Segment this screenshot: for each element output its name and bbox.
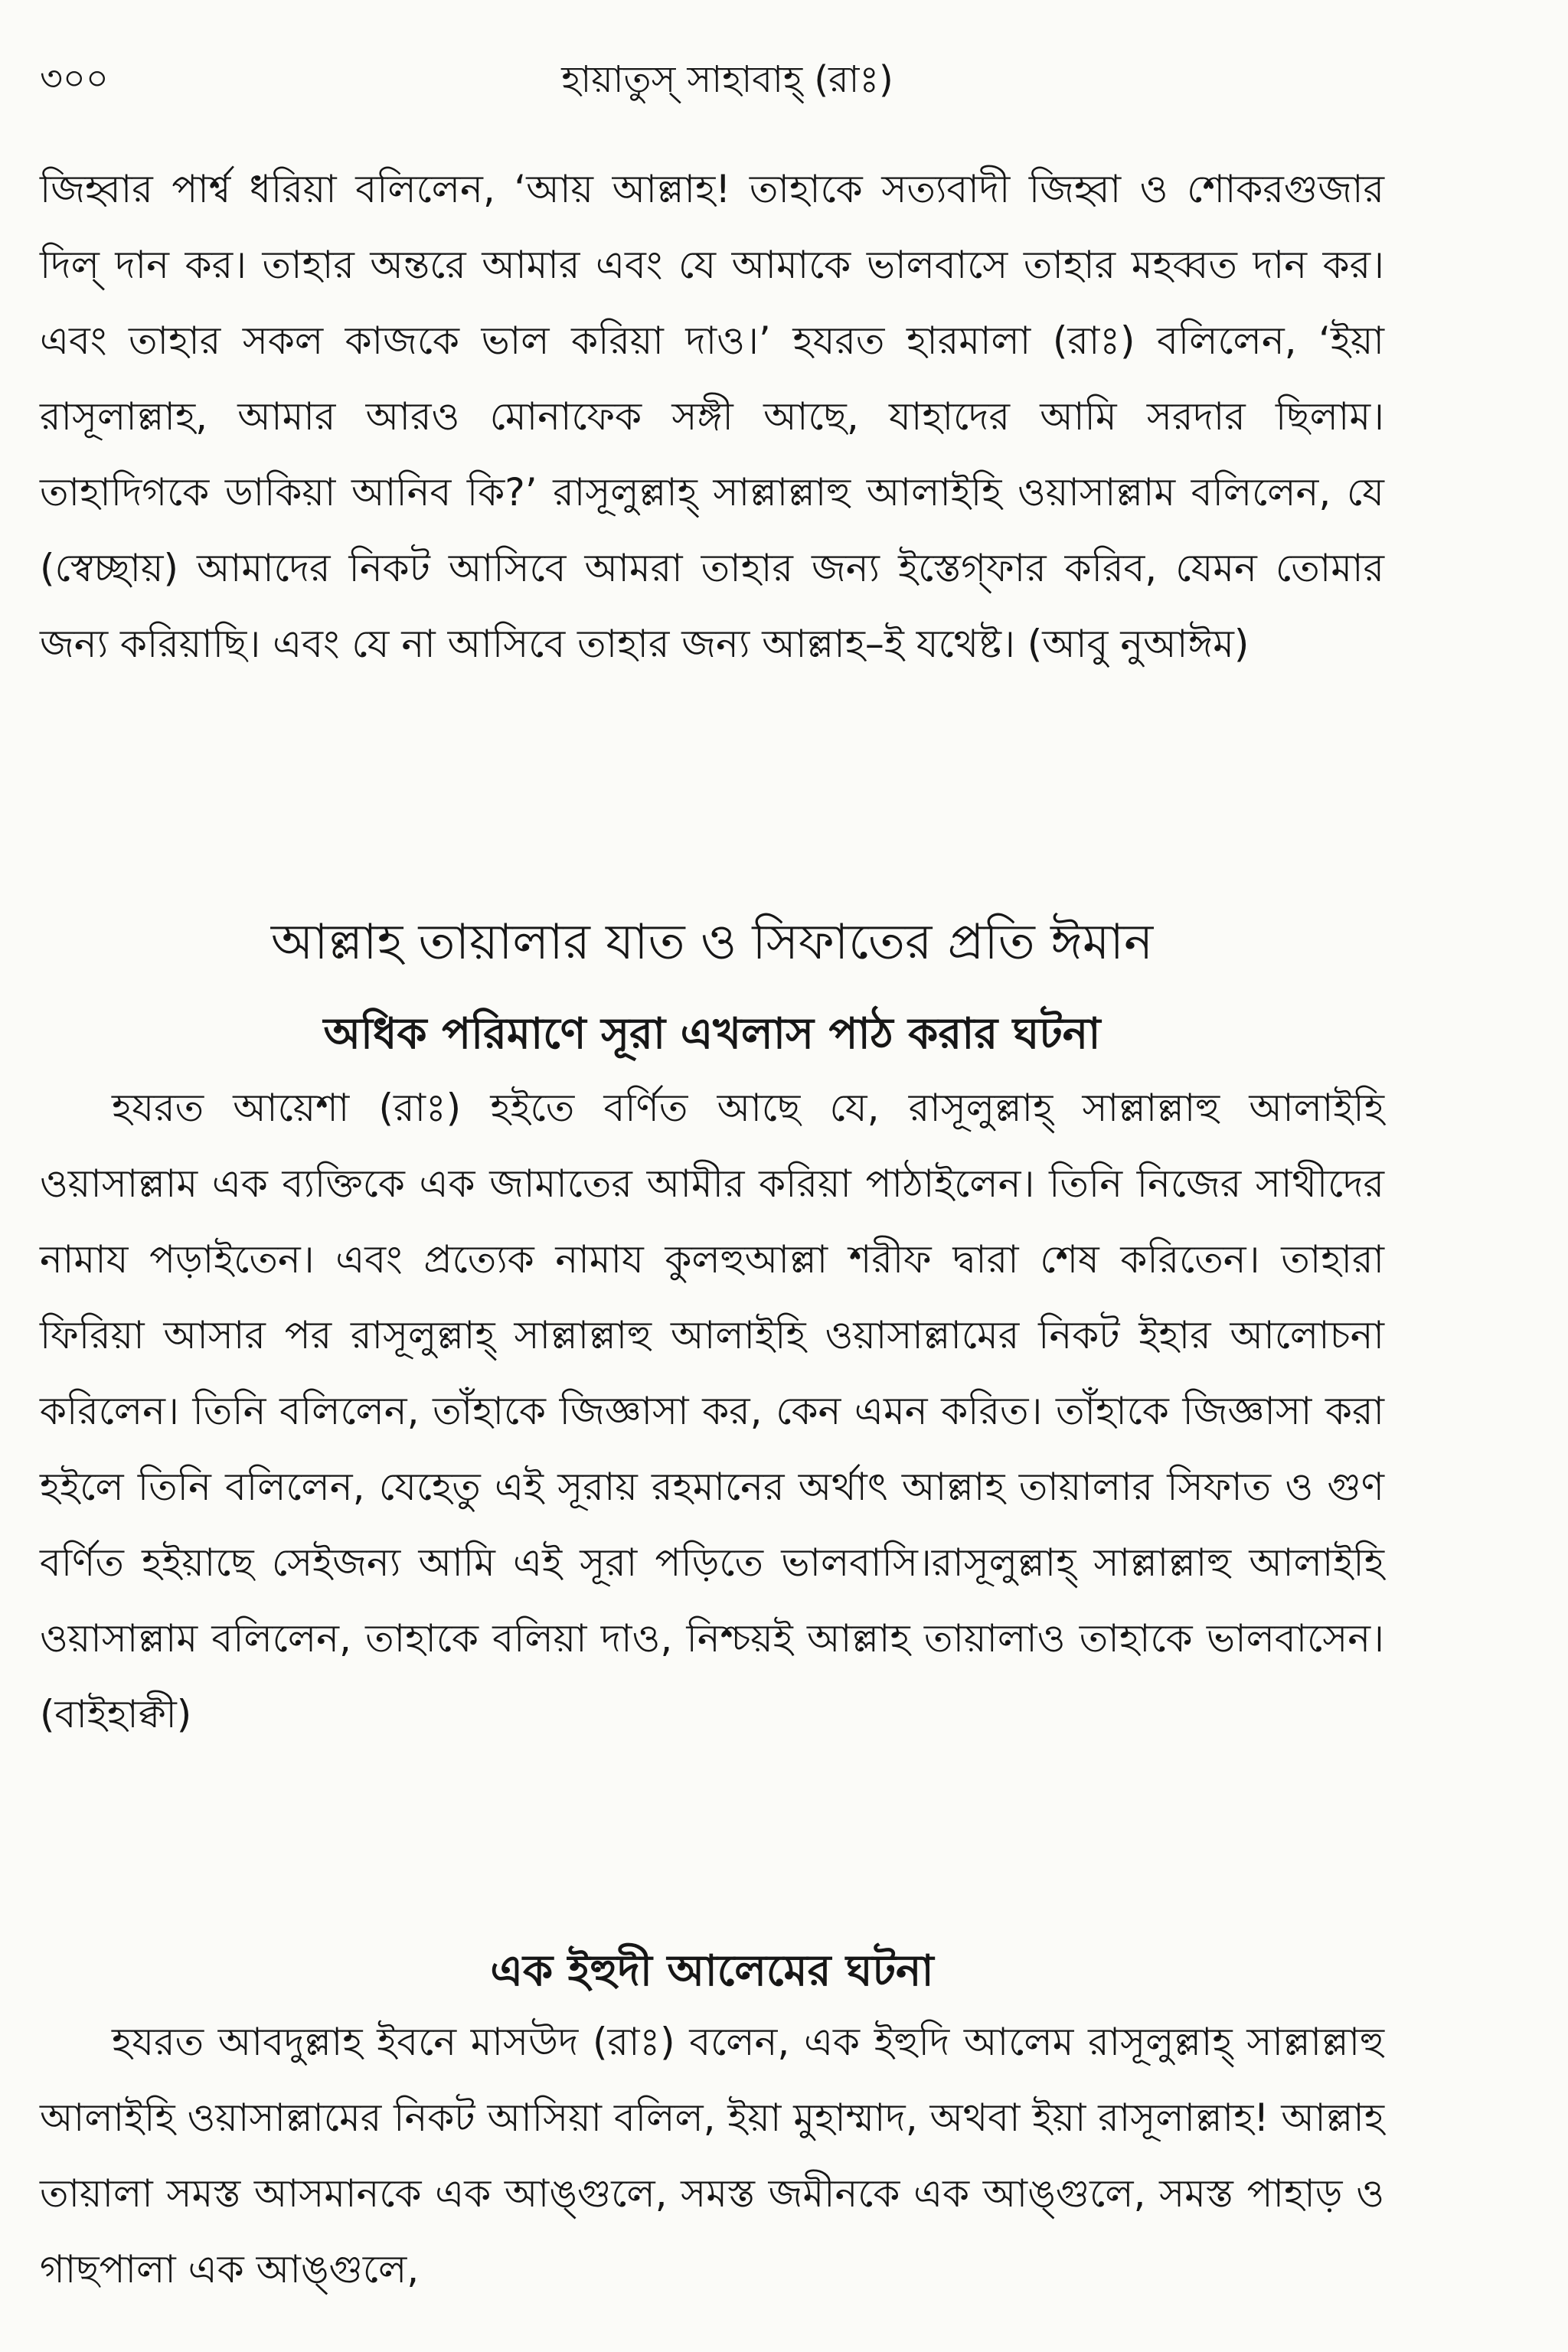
section-heading-surah-ikhlas: অধিক পরিমাণে সূরা এখলাস পাঠ করার ঘটনা — [323, 1009, 1101, 1059]
paragraph-surah-ikhlas — [40, 1070, 1384, 1753]
running-header — [40, 52, 1415, 106]
paragraph-jewish-scholar — [40, 2004, 1384, 2308]
chapter-heading: আল্লাহ তায়ালার যাত ও সিফাতের প্রতি ঈমান — [270, 914, 1154, 971]
paragraph-text: হযরত আয়েশা (রাঃ) হইতে বর্ণিত আছে যে, রাসূলুল্লাহ্ সাল্লাল্লাহু আলাইহি ওয়াসাল্লাম এক ব্যক্তিকে এক জামাতের আমীর করিয়া পাঠাইলেন। তিনি নিজের সাথীদের নামায পড়াইতেন। এবং প্রত্যেক নামায কুলহুআল্লা শরীফ দ্বারা শেষ করিতেন। তাহারা ফিরিয়া আসার পর রাসূলুল্লাহ্ সাল্লাল্লাহু আলাইহি ওয়াসাল্লামের নিকট ইহার আলোচনা করিলেন। তিনি বলিলেন, তাঁহাকে জিজ্ঞাসা কর, কেন এমন করিত। তাঁহাকে জিজ্ঞাসা করা হইলে তিনি বলিলেন, যেহেতু এই সূরায় রহমানের অর্থাৎ আল্লাহ তায়ালার সিফাত ও গুণ বর্ণিত হইয়াছে সেইজন্য আমি এই সূরা পড়িতে ভালবাসি।রাসূলুল্লাহ্ সাল্লাল্লাহু আলাইহি ওয়াসাল্লাম বলিলেন, তাহাকে বলিয়া দাও, নিশ্চয়ই আল্লাহ তায়ালাও তাহাকে ভালবাসেন। (বাইহাক্বী) — [40, 1086, 1384, 1736]
paragraph-text: জিহ্বার পার্শ্ব ধরিয়া বলিলেন, ‘আয় আল্লাহ! তাহাকে সত্যবাদী জিহ্বা ও শোকরগুজার দিল্ দান কর। তাহার অন্তরে আমার এবং যে আমাকে ভালবাসে তাহার মহব্বত দান কর। এবং তাহার সকল কাজকে ভাল করিয়া দাও।’ হযরত হারমালা (রাঃ) বলিলেন, ‘ইয়া রাসূলাল্লাহ, আমার আরও মোনাফেক সঙ্গী আছে, যাহাদের আমি সরদার ছিলাম। তাহাদিগকে ডাকিয়া আনিব কি?’ রাসূলুল্লাহ্ সাল্লাল্লাহু আলাইহি ওয়াসাল্লাম বলিলেন, যে (স্বেচ্ছায়) আমাদের নিকট আসিবে আমরা তাহার জন্য ইস্তেগ্ফার করিব, যেমন তোমার জন্য করিয়াছি। এবং যে না আসিবে তাহার জন্য আল্লাহ–ই যথেষ্ট। (আবু নুআঈম) — [40, 167, 1384, 666]
paragraph-text: হযরত আবদুল্লাহ ইবনে মাসউদ (রাঃ) বলেন, এক ইহুদি আলেম রাসূলুল্লাহ্ সাল্লাল্লাহু আলাইহি ওয়াসাল্লামের নিকট আসিয়া বলিল, ইয়া মুহাম্মাদ, অথবা ইয়া রাসূলাল্লাহ! আল্লাহ তায়ালা সমস্ত আসমানকে এক আঙ্গুলে, সমস্ত জমীনকে এক আঙ্গুলে, সমস্ত পাহাড় ও গাছপালা এক আঙ্গুলে, — [40, 2020, 1384, 2292]
book-title: হায়াতুস্ সাহাবাহ্ (রাঃ) — [561, 58, 893, 101]
section-heading-jewish-scholar: এক ইহুদী আলেমের ঘটনা — [490, 1946, 934, 1996]
paragraph-continuation — [40, 152, 1384, 682]
page-number: ৩০০ — [40, 57, 109, 99]
